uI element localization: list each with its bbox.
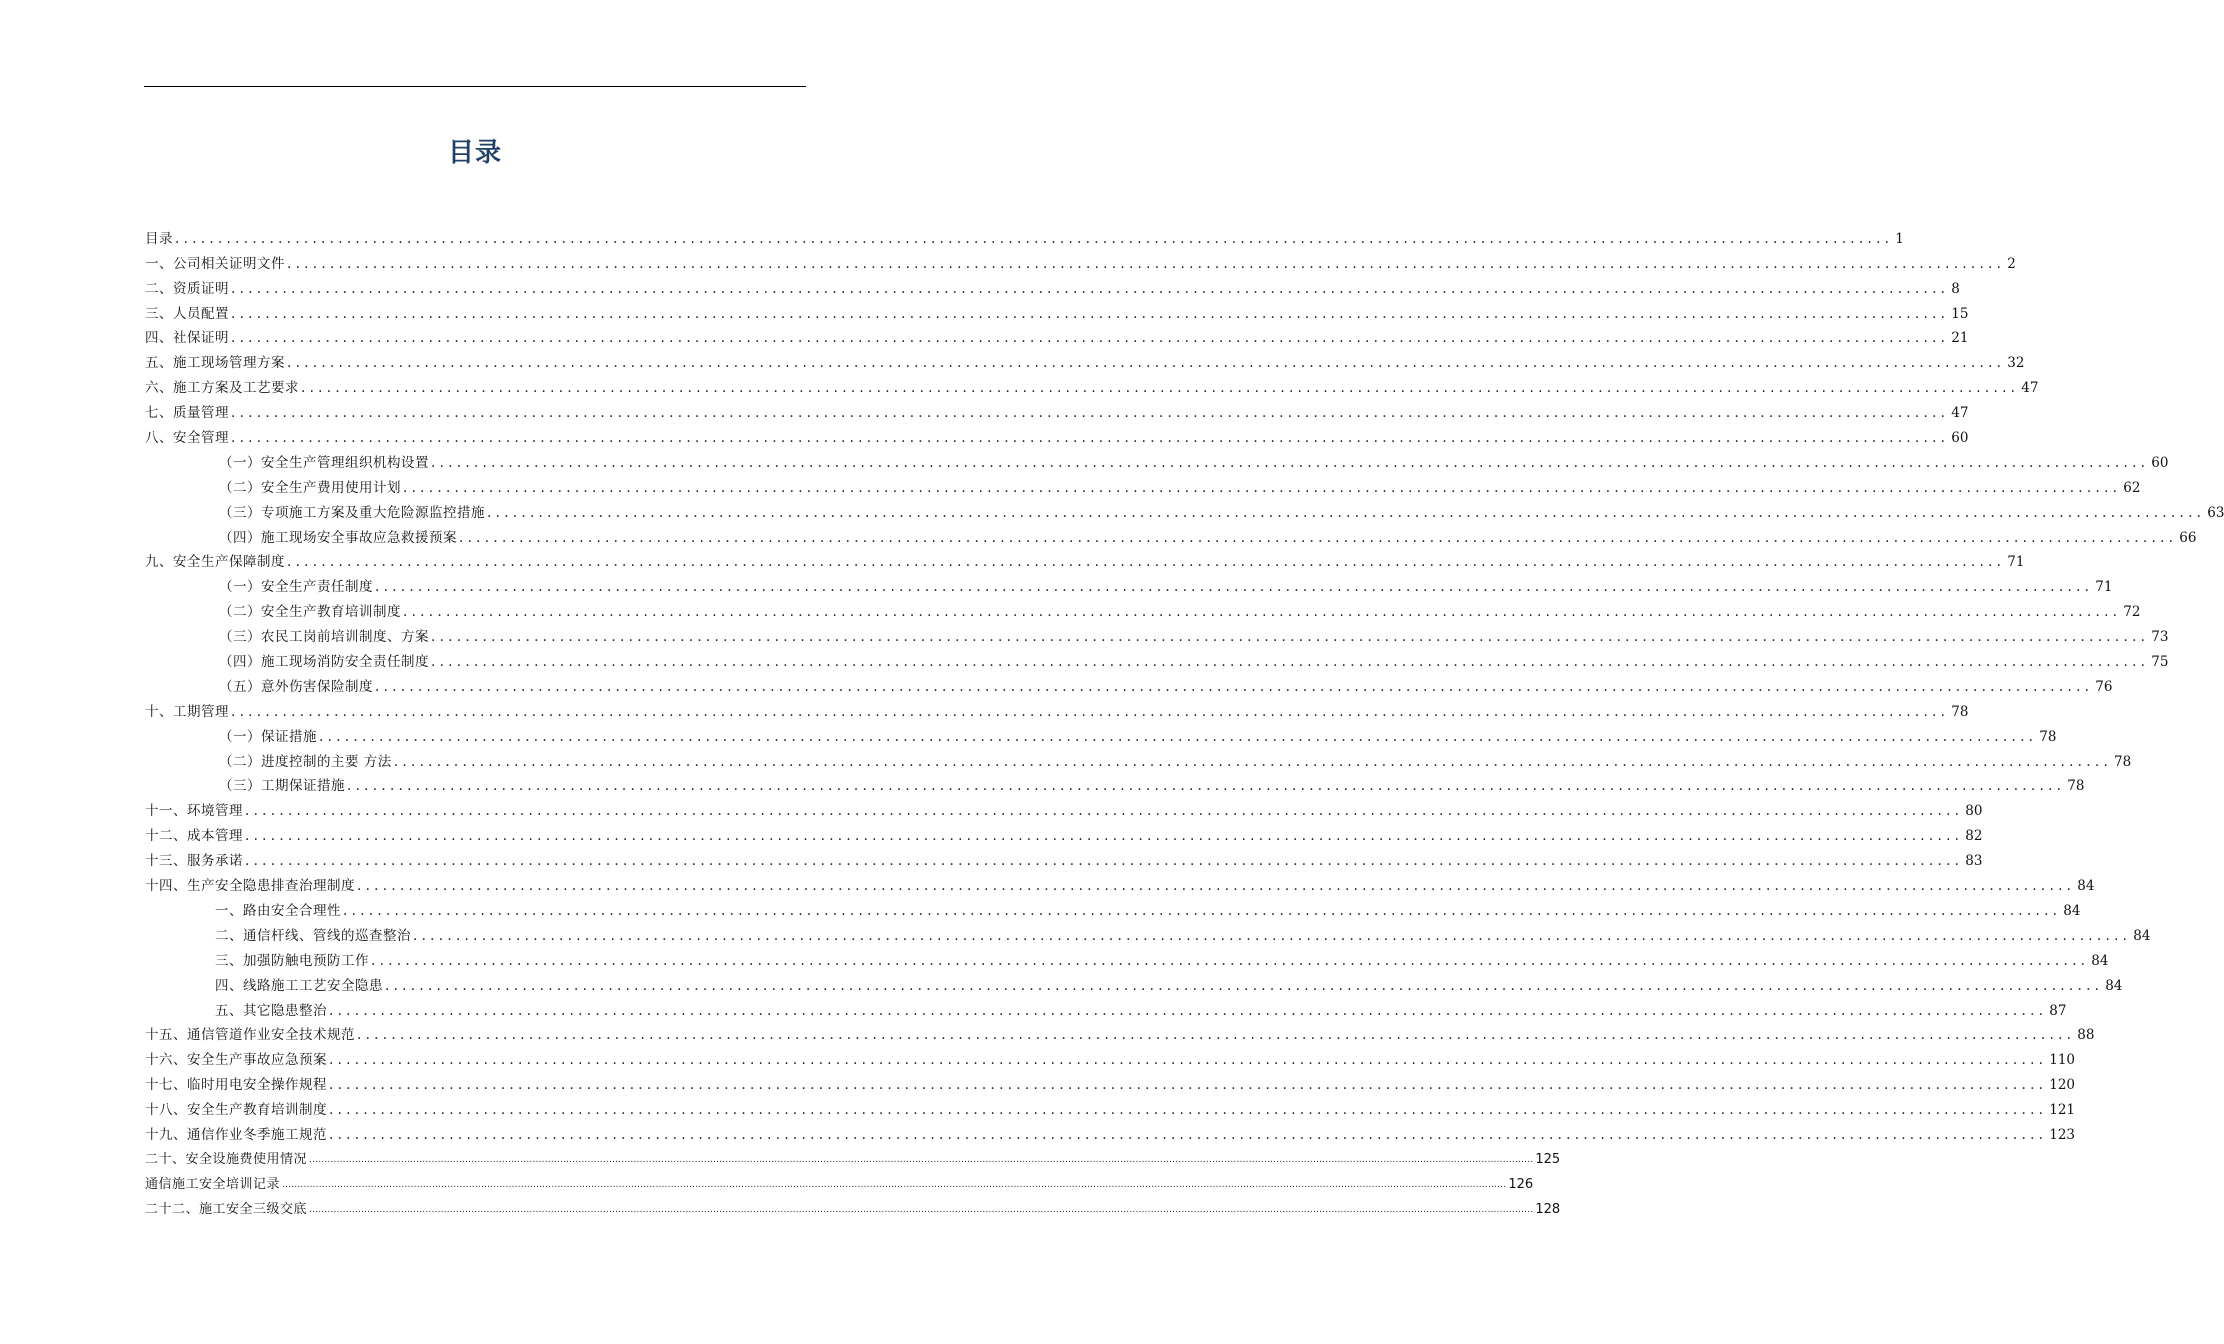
- toc-entry-page: 120: [2049, 1077, 2076, 1094]
- toc-entry-page: 80: [1965, 803, 1983, 820]
- toc-entry-page: 66: [2179, 529, 2197, 546]
- toc-entry-label: （五）意外伤害保险制度: [219, 678, 373, 695]
- toc-entry-page: 15: [1951, 305, 1969, 322]
- toc-entry[interactable]: [145, 697, 1969, 722]
- toc-entry[interactable]: [145, 1120, 2076, 1145]
- toc-entry-page: 71: [2095, 579, 2113, 596]
- toc-entry-page: 84: [2077, 878, 2095, 895]
- toc-entry-page: 87: [2049, 1002, 2067, 1019]
- toc-leader-dots: ........................................................................................................................................................................................................: [431, 629, 2150, 646]
- toc-entry-label: 十五、通信管道作业安全技术规范: [145, 1027, 355, 1044]
- toc-leader-dots: ........................................................................................................................................................................................................: [357, 1027, 2076, 1044]
- toc-entry[interactable]: [145, 796, 1983, 821]
- toc-leader-dots: ........................................................................................................................................................................................................: [459, 529, 2178, 546]
- toc-leader-dots: ........................................................................................................................................................................................................: [245, 828, 1964, 845]
- table-of-contents: [145, 224, 2224, 1220]
- toc-entry[interactable]: [145, 348, 2025, 373]
- toc-entry-page: 76: [2095, 678, 2113, 695]
- toc-leader-dots: ........................................................................................................................................................................................................: [413, 927, 2132, 944]
- toc-entry[interactable]: [145, 921, 2151, 946]
- toc-leader-dots: ........................................................................................................................................................................................................: [287, 255, 2006, 272]
- toc-entry-page: 78: [1951, 703, 1969, 720]
- toc-entry[interactable]: [145, 1170, 1534, 1195]
- toc-entry-label: （四）施工现场消防安全责任制度: [219, 654, 429, 671]
- toc-leader-dots: ........................................................................................................................................................................................................: [393, 753, 2113, 770]
- toc-entry-label: （三）专项施工方案及重大危险源监控措施: [219, 504, 485, 521]
- toc-entry-page: 47: [1951, 405, 1969, 422]
- toc-leader-dots: ................................................................................................................................................................................................................................................................................................................................................................................................................: [309, 1204, 1534, 1215]
- toc-entry-label: 十、工期管理: [145, 703, 229, 720]
- toc-entry-label: （三）农民工岗前培训制度、方案: [219, 629, 429, 646]
- toc-entry-page: 72: [2123, 604, 2141, 621]
- toc-entry-label: 九、安全生产保障制度: [145, 554, 285, 571]
- toc-entry[interactable]: [145, 473, 2141, 498]
- toc-entry-page: 8: [1951, 280, 1960, 297]
- toc-entry[interactable]: [145, 324, 1969, 349]
- toc-entry-label: （四）施工现场安全事故应急救援预案: [219, 529, 457, 546]
- toc-entry-label: 一、公司相关证明文件: [145, 255, 285, 272]
- toc-entry[interactable]: [145, 1145, 1561, 1170]
- toc-entry-page: 84: [2091, 952, 2109, 969]
- toc-entry-page: 88: [2077, 1027, 2095, 1044]
- toc-leader-dots: ................................................................................................................................................................................................................................................................................................................................................................................................................: [309, 1154, 1534, 1165]
- toc-entry-label: （一）保证措施: [219, 728, 317, 745]
- toc-entry-label: 二、通信杆线、管线的巡查整治: [215, 927, 411, 944]
- toc-entry[interactable]: [145, 249, 2016, 274]
- toc-entry-page: 128: [1535, 1201, 1561, 1217]
- toc-leader-dots: ........................................................................................................................................................................................................: [431, 654, 2150, 671]
- toc-entry-label: 八、安全管理: [145, 430, 229, 447]
- toc-entry-page: 62: [2123, 479, 2141, 496]
- toc-leader-dots: ........................................................................................................................................................................................................: [329, 1102, 2048, 1119]
- toc-leader-dots: ........................................................................................................................................................................................................: [385, 977, 2104, 994]
- toc-leader-dots: ........................................................................................................................................................................................................: [431, 454, 2150, 471]
- toc-entry[interactable]: [145, 722, 2057, 747]
- header-rule: [144, 86, 806, 87]
- toc-entry[interactable]: [145, 747, 2132, 772]
- toc-entry[interactable]: [145, 373, 2039, 398]
- toc-entry-label: 二十、安全设施费使用情况: [145, 1151, 308, 1167]
- toc-entry[interactable]: [145, 1070, 2076, 1095]
- toc-entry-page: 47: [2021, 380, 2039, 397]
- toc-entry-label: 十七、临时用电安全操作规程: [145, 1077, 327, 1094]
- toc-entry-label: 三、人员配置: [145, 305, 229, 322]
- toc-entry-label: 四、社保证明: [145, 330, 229, 347]
- toc-leader-dots: ........................................................................................................................................................................................................: [231, 280, 1950, 297]
- toc-entry-label: 通信施工安全培训记录: [145, 1176, 281, 1192]
- toc-entry-page: 78: [2067, 778, 2085, 795]
- toc-entry-page: 125: [1535, 1151, 1561, 1167]
- toc-entry-page: 110: [2049, 1052, 2076, 1069]
- toc-entry-page: 83: [1965, 853, 1983, 870]
- toc-entry[interactable]: [145, 1021, 2095, 1046]
- toc-entry[interactable]: [145, 846, 1983, 871]
- toc-leader-dots: ........................................................................................................................................................................................................: [231, 305, 1950, 322]
- toc-entry-page: 84: [2063, 902, 2081, 919]
- toc-leader-dots: ........................................................................................................................................................................................................: [357, 878, 2076, 895]
- toc-leader-dots: ........................................................................................................................................................................................................: [231, 430, 1950, 447]
- toc-entry-label: 二十二、施工安全三级交底: [145, 1201, 308, 1217]
- toc-entry[interactable]: [145, 946, 2109, 971]
- toc-entry-label: （二）安全生产教育培训制度: [219, 604, 401, 621]
- toc-entry-label: 五、其它隐患整治: [215, 1002, 327, 1019]
- toc-leader-dots: ................................................................................................................................................................................................................................................................................................................................................................................................................: [282, 1179, 1507, 1190]
- toc-entry-page: 84: [2133, 927, 2151, 944]
- toc-entry-label: （二）安全生产费用使用计划: [219, 479, 401, 496]
- toc-leader-dots: ........................................................................................................................................................................................................: [329, 1002, 2048, 1019]
- toc-leader-dots: ........................................................................................................................................................................................................: [343, 902, 2062, 919]
- toc-entry-label: （三）工期保证措施: [219, 778, 345, 795]
- toc-leader-dots: ........................................................................................................................................................................................................: [319, 728, 2038, 745]
- toc-entry-label: （二）进度控制的主要 方法: [219, 753, 392, 770]
- toc-entry-label: 十一、环境管理: [145, 803, 243, 820]
- toc-leader-dots: ........................................................................................................................................................................................................: [375, 678, 2094, 695]
- toc-entry[interactable]: [145, 224, 1904, 249]
- toc-entry-label: （一）安全生产管理组织机构设置: [219, 454, 429, 471]
- toc-entry-label: 五、施工现场管理方案: [145, 355, 285, 372]
- toc-entry-label: 二、资质证明: [145, 280, 229, 297]
- toc-entry-label: 一、路由安全合理性: [215, 902, 341, 919]
- toc-entry-label: 十八、安全生产教育培训制度: [145, 1102, 327, 1119]
- toc-entry-label: 目录: [145, 230, 173, 247]
- toc-entry[interactable]: [145, 423, 1969, 448]
- toc-entry-page: 1: [1895, 230, 1904, 247]
- toc-entry-page: 78: [2114, 753, 2132, 770]
- toc-entry[interactable]: [145, 772, 2085, 797]
- toc-entry-label: 六、施工方案及工艺要求: [145, 380, 299, 397]
- toc-entry[interactable]: [145, 597, 2141, 622]
- toc-leader-dots: ........................................................................................................................................................................................................: [487, 504, 2206, 521]
- toc-entry-label: 十三、服务承诺: [145, 853, 243, 870]
- toc-entry-page: 75: [2151, 654, 2169, 671]
- toc-entry-page: 63: [2207, 504, 2224, 521]
- toc-entry-label: 十四、生产安全隐患排查治理制度: [145, 878, 355, 895]
- toc-leader-dots: ........................................................................................................................................................................................................: [245, 803, 1964, 820]
- toc-entry-label: 十二、成本管理: [145, 828, 243, 845]
- toc-entry-page: 21: [1951, 330, 1969, 347]
- toc-leader-dots: ........................................................................................................................................................................................................: [287, 355, 2006, 372]
- toc-leader-dots: ........................................................................................................................................................................................................: [287, 554, 2006, 571]
- toc-leader-dots: ........................................................................................................................................................................................................: [231, 703, 1950, 720]
- toc-entry-label: （一）安全生产责任制度: [219, 579, 373, 596]
- toc-entry-page: 2: [2007, 255, 2016, 272]
- toc-entry-label: 七、质量管理: [145, 405, 229, 422]
- toc-leader-dots: ........................................................................................................................................................................................................: [329, 1126, 2048, 1143]
- toc-leader-dots: ........................................................................................................................................................................................................: [403, 604, 2122, 621]
- toc-entry-label: 十九、通信作业冬季施工规范: [145, 1126, 327, 1143]
- toc-entry[interactable]: [145, 971, 2123, 996]
- toc-leader-dots: ........................................................................................................................................................................................................: [231, 330, 1950, 347]
- toc-entry[interactable]: [145, 672, 2113, 697]
- toc-entry[interactable]: [145, 448, 2169, 473]
- toc-entry[interactable]: [145, 274, 1960, 299]
- toc-entry[interactable]: [145, 871, 2095, 896]
- toc-entry-page: 32: [2007, 355, 2025, 372]
- toc-leader-dots: ........................................................................................................................................................................................................: [175, 230, 1894, 247]
- toc-leader-dots: ........................................................................................................................................................................................................: [245, 853, 1964, 870]
- toc-entry-page: 82: [1965, 828, 1983, 845]
- toc-leader-dots: ........................................................................................................................................................................................................: [375, 579, 2094, 596]
- toc-entry[interactable]: [145, 996, 2067, 1021]
- toc-leader-dots: ........................................................................................................................................................................................................: [371, 952, 2090, 969]
- toc-entry[interactable]: [145, 1195, 1561, 1220]
- toc-entry[interactable]: [145, 398, 1969, 423]
- toc-entry[interactable]: [145, 1045, 2076, 1070]
- toc-entry[interactable]: [145, 622, 2169, 647]
- toc-entry[interactable]: [145, 523, 2197, 548]
- toc-entry-page: 121: [2049, 1102, 2076, 1119]
- toc-entry-page: 126: [1508, 1176, 1534, 1192]
- toc-entry-page: 60: [2151, 454, 2169, 471]
- toc-leader-dots: ........................................................................................................................................................................................................: [403, 479, 2122, 496]
- page-title: 目录: [447, 138, 502, 168]
- toc-leader-dots: ........................................................................................................................................................................................................: [329, 1077, 2048, 1094]
- toc-entry[interactable]: [145, 821, 1983, 846]
- toc-entry-page: 123: [2049, 1126, 2076, 1143]
- toc-entry-label: 三、加强防触电预防工作: [215, 952, 369, 969]
- toc-entry-page: 78: [2039, 728, 2057, 745]
- toc-leader-dots: ........................................................................................................................................................................................................: [329, 1052, 2048, 1069]
- toc-entry-page: 84: [2105, 977, 2123, 994]
- toc-entry[interactable]: [145, 572, 2113, 597]
- toc-entry-label: 四、线路施工工艺安全隐患: [215, 977, 383, 994]
- toc-entry[interactable]: [145, 647, 2169, 672]
- toc-entry[interactable]: [145, 1095, 2076, 1120]
- toc-leader-dots: ........................................................................................................................................................................................................: [231, 405, 1950, 422]
- toc-entry-page: 73: [2151, 629, 2169, 646]
- toc-entry[interactable]: [145, 299, 1969, 324]
- toc-entry-label: 十六、安全生产事故应急预案: [145, 1052, 327, 1069]
- toc-leader-dots: ........................................................................................................................................................................................................: [301, 380, 2020, 397]
- toc-entry[interactable]: [145, 548, 2025, 573]
- toc-leader-dots: ........................................................................................................................................................................................................: [347, 778, 2066, 795]
- toc-entry-page: 71: [2007, 554, 2025, 571]
- toc-entry[interactable]: [145, 498, 2224, 523]
- toc-entry-page: 60: [1951, 430, 1969, 447]
- toc-entry[interactable]: [145, 896, 2081, 921]
